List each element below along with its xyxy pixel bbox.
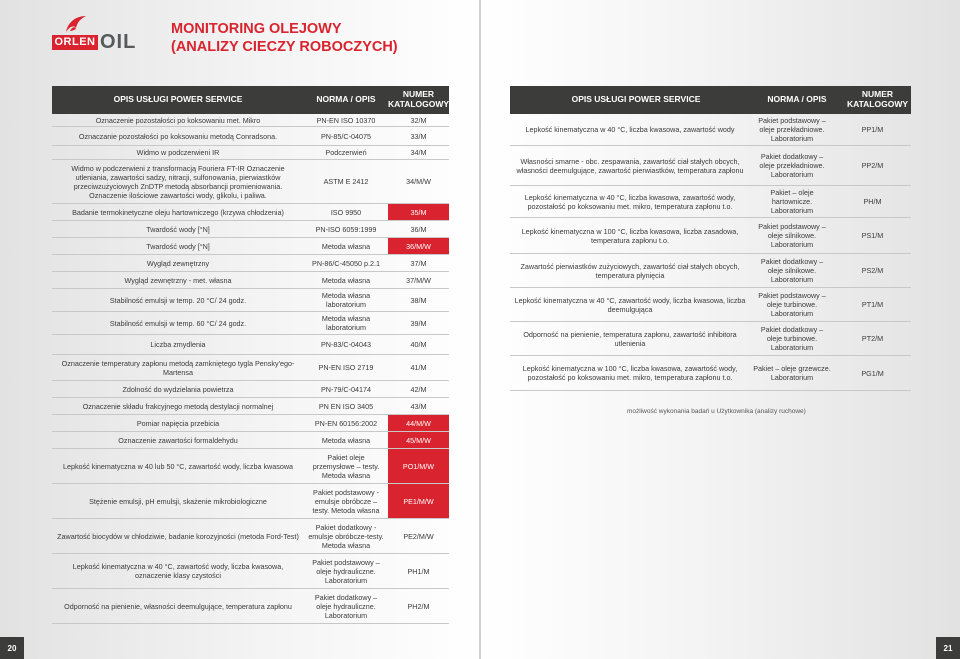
catalog-cell: 42/M: [410, 384, 427, 394]
table-row: [52, 381, 449, 398]
norm-cell: PN EN ISO 3405: [318, 401, 374, 411]
norm-cell: Pakiet dodatkowy – oleje hydrauliczne. Laboratorium: [314, 592, 378, 620]
service-cell: Oznaczenie zawartości formaldehydu: [118, 435, 238, 445]
norm-cell: PN-ISO 6059:1999: [315, 224, 377, 234]
catalog-cell: 41/M: [410, 363, 427, 372]
service-cell: Badanie termokinetyczne oleju hartowniczego (krzywa chłodzenia): [72, 207, 284, 217]
table-row: [52, 289, 449, 312]
catalog-cell: 45/M/W: [388, 432, 449, 448]
catalog-cell: 35/M: [388, 204, 449, 220]
service-cell: Lepkość kinematyczna w 40 lub 50 °C, zawartość wody, liczba kwasowa: [62, 461, 294, 471]
table-row: [52, 589, 449, 624]
norm-cell: Pakiet podstawowy – oleje silnikowe. Laboratorium: [758, 222, 826, 249]
catalog-cell: 34/M: [410, 148, 427, 157]
norm-cell: PN-85/C-04075: [321, 131, 371, 141]
header-catalog-line1: NUMER: [402, 89, 435, 99]
service-cell: Zawartość biocydów w chłodziwie, badanie korozyjności (metoda Ford-Test): [57, 531, 299, 541]
norm-cell: Metoda własna laboratorium: [321, 314, 371, 332]
service-cell: Liczba zmydlenia: [150, 340, 206, 349]
service-cell: Widmo w podczerwieni IR: [136, 148, 220, 157]
catalog-cell: 44/M/W: [388, 415, 449, 431]
catalog-cell: PE1/M/W: [388, 484, 449, 518]
table-row: [510, 254, 911, 288]
catalog-cell: 39/M: [410, 318, 427, 328]
header-catalog-line1: NUMER: [861, 89, 894, 99]
service-cell: Odporność na pienienie, własności deemulgujące, temperatura zapłonu: [64, 601, 292, 611]
service-cell: Stabilność emulsji w temp. 60 °C/ 24 godz.: [109, 318, 247, 328]
norm-cell: ASTM E 2412: [323, 177, 369, 186]
norm-cell: Pakiet dodatkowy – oleje przekładniowe. Laboratorium: [759, 152, 825, 179]
service-cell: Twardość wody [°N]: [146, 241, 210, 251]
service-cell: Widmo w podczerwieni z transformacją Fouriera FT-IR Oznaczenie utleniania, zawartości sadzy, nitracji, sulfonowania, pierwiastków przeciwzużyciowych ZnDTP metodą absorbancji promieniowania. Oznaczenie ilościowe zawartości wody, glikolu, i paliwa.: [71, 163, 285, 200]
header-catalog: [388, 89, 449, 109]
table-row: [52, 272, 449, 289]
legend-note: możliwość wykonania badań u Użytkownika (analizy ruchowe): [627, 408, 806, 415]
catalog-cell: 37/M: [410, 258, 427, 268]
service-cell: Pomiar napięcia przebicia: [136, 418, 220, 428]
service-cell: Lepkość kinematyczna w 40 °C, zawartość wody, liczba kwasowa, liczba deemulgująca: [514, 295, 746, 314]
service-cell: Odporność na pienienie, temperatura zapłonu, zawartość inhibitora utlenienia: [523, 329, 737, 348]
service-cell: Twardość wody [°N]: [146, 224, 210, 234]
norm-cell: Metoda własna: [321, 435, 371, 445]
catalog-cell: PH2/M: [407, 601, 430, 611]
service-cell: Wygląd zewnętrzny - met. własna: [124, 275, 232, 285]
norm-cell: Podczerwień: [325, 148, 367, 157]
header-catalog: [844, 89, 911, 109]
table-row: [52, 432, 449, 449]
norm-cell: ISO 9950: [330, 207, 362, 217]
table-row: [510, 288, 911, 322]
catalog-cell: PT2/M: [861, 334, 884, 343]
catalog-cell: PG1/M: [861, 368, 884, 378]
norm-cell: Pakiet podstawowy – oleje przekładniowe. Laboratorium: [758, 116, 826, 143]
catalog-cell: 36/M: [410, 224, 427, 234]
catalog-cell: PE2/M/W: [403, 531, 434, 541]
table-row: [52, 160, 449, 204]
table-row: [52, 115, 449, 127]
table-row: [52, 238, 449, 255]
table-row: [510, 186, 911, 218]
logo-oil-text: OIL: [100, 31, 137, 53]
catalog-cell: PP2/M: [861, 161, 884, 170]
norm-cell: Pakiet oleje przemysłowe – testy. Metoda własna: [312, 452, 380, 480]
header-service: OPIS USŁUGI POWER SERVICE: [571, 94, 701, 104]
table-row: [52, 519, 449, 554]
table-row: [52, 355, 449, 381]
catalog-cell: PH/M: [863, 197, 882, 206]
service-cell: Lepkość kinematyczna w 100 °C, liczba kwasowa, zawartość wody, pozostałość po koksowaniu met. mikro, temperatura zapłonu t.o.: [522, 364, 738, 382]
norm-cell: Pakiet – oleje hartownicze. Laboratorium: [770, 188, 814, 215]
service-cell: Oznaczanie pozostałości po koksowaniu metodą Conradsona.: [78, 131, 278, 141]
norm-cell: Metoda własna: [321, 275, 371, 285]
norm-cell: Pakiet dodatkowy – oleje turbinowe. Laboratorium: [760, 325, 824, 352]
page-gutter: [479, 0, 481, 659]
service-cell: Oznaczenie pozostałości po koksowaniu met. Mikro: [95, 116, 261, 125]
table-row: [52, 398, 449, 415]
service-cell: Lepkość kinematyczna w 40 °C, liczba kwasowa, zawartość wody: [525, 125, 735, 134]
catalog-cell: PT1/M: [861, 300, 884, 309]
title-line-2: (ANALIZY CIECZY ROBOCZYCH): [171, 39, 398, 55]
norm-cell: Pakiet podstawowy - emulsje obróbcze – testy. Metoda własna: [312, 487, 380, 515]
service-cell: Własności smarne - obc. zespawania, zawartość ciał stałych obcych, własności deemulgujące, zawartość pierwiastków, temperatura zapłonu: [516, 156, 744, 175]
catalog-cell: PP1/M: [861, 125, 884, 134]
norm-cell: Metoda własna laboratorium: [321, 291, 371, 309]
table-row: [52, 449, 449, 484]
catalog-cell: 38/M: [410, 295, 427, 305]
right-services-table: [510, 86, 911, 382]
catalog-cell: 34/M/W: [406, 177, 431, 186]
orlen-oil-logo: [50, 14, 137, 54]
norm-cell: Pakiet dodatkowy - emulsje obróbcze-testy. Metoda własna: [308, 522, 384, 550]
table-row: [510, 218, 911, 254]
norm-cell: PN-79/C-04174: [321, 384, 371, 394]
norm-cell: PN-86/C-45050 p.2.1: [312, 258, 380, 268]
catalog-cell: 43/M: [410, 401, 427, 411]
table-row: [52, 312, 449, 335]
table-row: [510, 114, 911, 146]
table-row: [52, 204, 449, 221]
catalog-cell: 40/M: [410, 340, 427, 349]
header-service: OPIS USŁUGI POWER SERVICE: [113, 94, 243, 104]
service-cell: Stabilność emulsji w temp. 20 °C/ 24 godz.: [109, 295, 247, 305]
table-row: [52, 146, 449, 160]
table-row: [510, 356, 911, 391]
service-cell: Oznaczenie temperatury zapłonu metodą zamkniętego tygla Pensky'ego-Martensa: [61, 358, 295, 377]
catalog-cell: 37/M/W: [406, 275, 431, 285]
orlen-eagle-icon: [64, 14, 88, 34]
norm-cell: PN-EN 60156:2002: [314, 418, 378, 428]
header-norm: NORMA / OPIS: [767, 94, 827, 104]
table-row: [510, 146, 911, 186]
norm-cell: Metoda własna: [321, 241, 371, 251]
norm-cell: PN-EN ISO 2719: [318, 363, 374, 372]
norm-cell: PN-83/C-04043: [321, 340, 371, 349]
table-row: [52, 255, 449, 272]
norm-cell: Pakiet podstawowy – oleje hydrauliczne. Laboratorium: [312, 557, 380, 585]
table-row: [52, 221, 449, 238]
catalog-cell: 36/M/W: [388, 238, 449, 254]
left-table-header: [52, 86, 449, 114]
title-line-1: MONITORING OLEJOWY: [171, 21, 342, 37]
service-cell: Oznaczenie składu frakcyjnego metodą destylacji normalnej: [82, 401, 274, 411]
norm-cell: Pakiet podstawowy – oleje turbinowe. Laboratorium: [758, 291, 826, 318]
logo-orlen-text: ORLEN: [52, 35, 98, 50]
header-norm: NORMA / OPIS: [316, 94, 376, 104]
table-row: [510, 322, 911, 356]
right-table-header: [510, 86, 911, 114]
service-cell: Lepkość kinematyczna w 40 °C, liczba kwasowa, zawartość wody, pozostałość po koksowaniu met. mikro, temperatura zapłonu t.o.: [524, 192, 736, 211]
service-cell: Stężenie emulsji, pH emulsji, skażenie mikrobiologiczne: [89, 496, 267, 506]
left-services-table: [52, 86, 450, 620]
norm-cell: Pakiet – oleje grzewcze. Laboratorium: [753, 364, 831, 382]
table-row: [52, 335, 449, 355]
page-title: [171, 20, 398, 56]
table-row: [52, 484, 449, 519]
service-cell: Wygląd zewnętrzny: [146, 258, 210, 268]
service-cell: Lepkość kinematyczna w 100 °C, liczba kwasowa, liczba zasadowa, temperatura zapłonu t.o.: [521, 226, 739, 245]
service-cell: Zawartość pierwiastków zużyciowych, zawartość ciał stałych obcych, temperatura płynięcia: [520, 261, 740, 280]
catalog-cell: 33/M: [410, 131, 427, 141]
page-number-left: 20: [0, 637, 24, 659]
norm-cell: Pakiet dodatkowy – oleje silnikowe. Laboratorium: [760, 257, 824, 284]
header-catalog-line2: KATALOGOWY: [846, 99, 909, 109]
catalog-cell: PS1/M: [861, 231, 884, 240]
header-catalog-line2: KATALOGOWY: [388, 99, 450, 109]
catalog-cell: PO1/M/W: [388, 449, 449, 483]
table-row: [52, 127, 449, 146]
catalog-cell: PH1/M: [407, 566, 430, 576]
table-row: [52, 554, 449, 589]
service-cell: Zdolność do wydzielania powietrza: [122, 384, 234, 394]
service-cell: Lepkość kinematyczna w 40 °C, zawartość wody, liczba kwasowa, oznaczenie klasy czystości: [72, 562, 284, 580]
catalog-cell: 32/M: [410, 116, 427, 125]
table-row: [52, 415, 449, 432]
catalog-cell: PS2/M: [861, 266, 884, 275]
norm-cell: PN-EN ISO 10370: [316, 116, 376, 125]
page-number-right: 21: [936, 637, 960, 659]
